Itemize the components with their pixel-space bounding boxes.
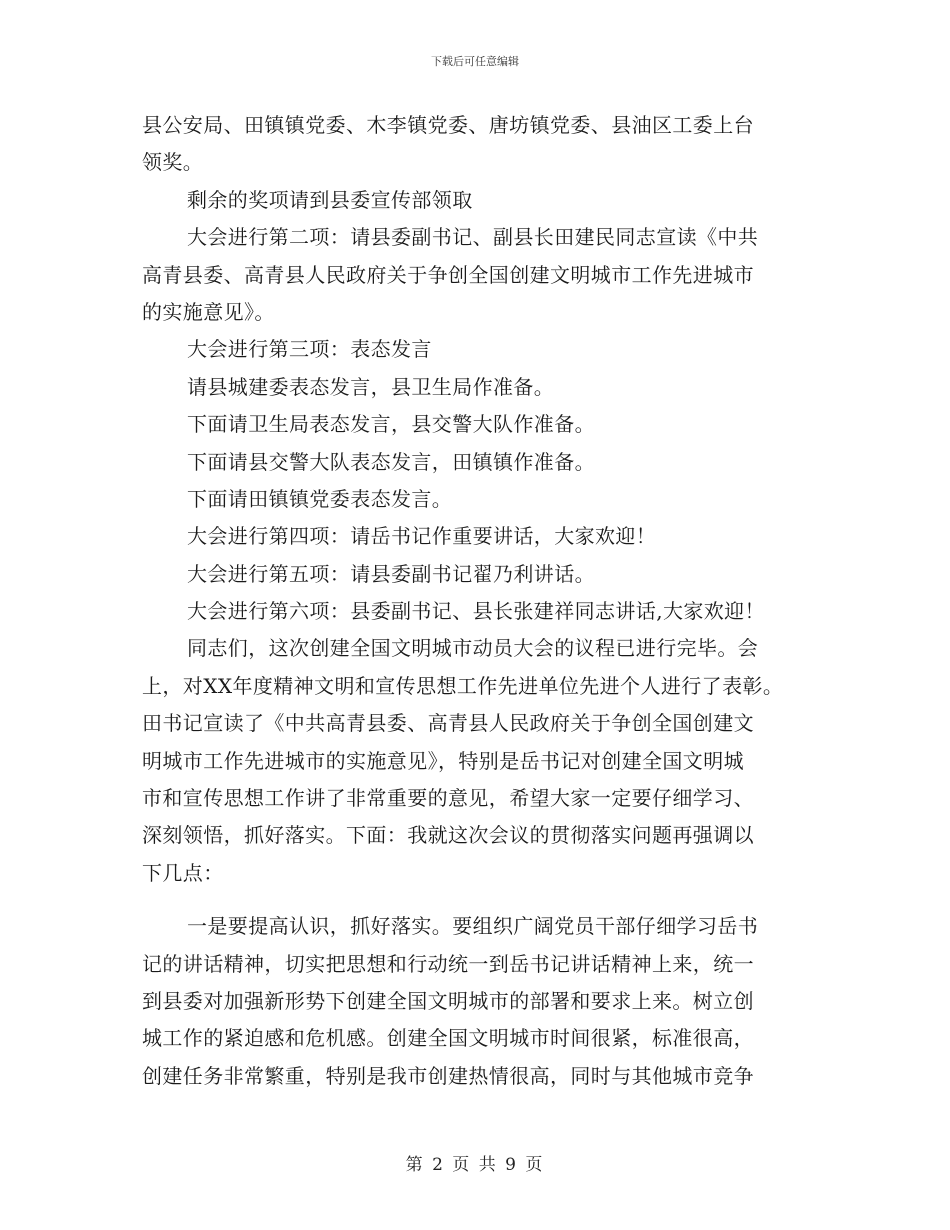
text-line: 市和宣传思想工作讲了非常重要的意见，希望大家一定要仔细学习、	[142, 786, 754, 811]
text-line: 领奖。	[142, 150, 204, 175]
text-line: 县公安局、田镇镇党委、木李镇党委、唐坊镇党委、县油区工委上台	[142, 113, 754, 137]
text-line: 记的讲话精神，切实把思想和行动统一到岳书记讲话精神上来，统一	[142, 951, 754, 976]
text-line: 上，对XX年度精神文明和宣传思想工作先进单位先进个人进行了表彰。	[142, 673, 784, 698]
text-line: 城工作的紧迫感和危机感。创建全国文明城市时间很紧，标准很高，	[142, 1026, 754, 1051]
text-line: 深刻领悟，抓好落实。下面：我就这次会议的贯彻落实问题再强调以	[142, 823, 754, 848]
text-line: 大会进行第三项：表态发言	[187, 337, 432, 362]
text-line: 一是要提高认识，抓好落实。要组织广阔党员干部仔细学习岳书	[187, 914, 759, 939]
page-header: 下载后可任意编辑	[431, 55, 519, 68]
document-body	[142, 107, 808, 1095]
text-line: 明城市工作先进城市的实施意见》，特别是岳书记对创建全国文明城	[142, 748, 744, 773]
text-line: 创建任务非常繁重，特别是我市创建热情很高，同时与其他城市竞争	[142, 1063, 754, 1088]
paragraph-gap	[142, 892, 808, 908]
paragraph-block-2	[142, 908, 808, 1095]
page-number: 第 2 页 共 9 页	[405, 1155, 545, 1175]
text-line: 大会进行第五项：请县委副书记翟乃利讲话。	[187, 561, 595, 586]
text-line: 高青县委、高青县人民政府关于争创全国创建文明城市工作先进城市	[142, 262, 754, 287]
text-line: 田书记宣读了《中共高青县委、高青县人民政府关于争创全国创建文	[142, 711, 754, 736]
text-line: 下面请卫生局表态发言，县交警大队作准备。	[187, 412, 595, 437]
text-line: 大会进行第六项：县委副书记、县长张建祥同志讲话,大家欢迎！	[187, 599, 765, 624]
text-line: 剩余的奖项请到县委宣传部领取	[187, 187, 473, 212]
text-line: 大会进行第二项：请县委副书记、副县长田建民同志宣读《中共	[187, 225, 759, 250]
text-line: 下面请县交警大队表态发言，田镇镇作准备。	[187, 449, 595, 474]
text-line: 的实施意见》。	[142, 299, 275, 324]
text-line: 大会进行第四项：请岳书记作重要讲话，大家欢迎！	[187, 524, 657, 549]
text-line: 到县委对加强新形势下创建全国文明城市的部署和要求上来。树立创	[142, 988, 754, 1013]
text-line: 请县城建委表态发言，县卫生局作准备。	[187, 374, 555, 399]
text-line: 下面请田镇镇党委表态发言。	[187, 486, 453, 511]
paragraph-block-1	[142, 107, 808, 892]
text-line: 下几点：	[142, 860, 224, 885]
text-line: 同志们，这次创建全国文明城市动员大会的议程已进行完毕。会	[187, 636, 759, 661]
